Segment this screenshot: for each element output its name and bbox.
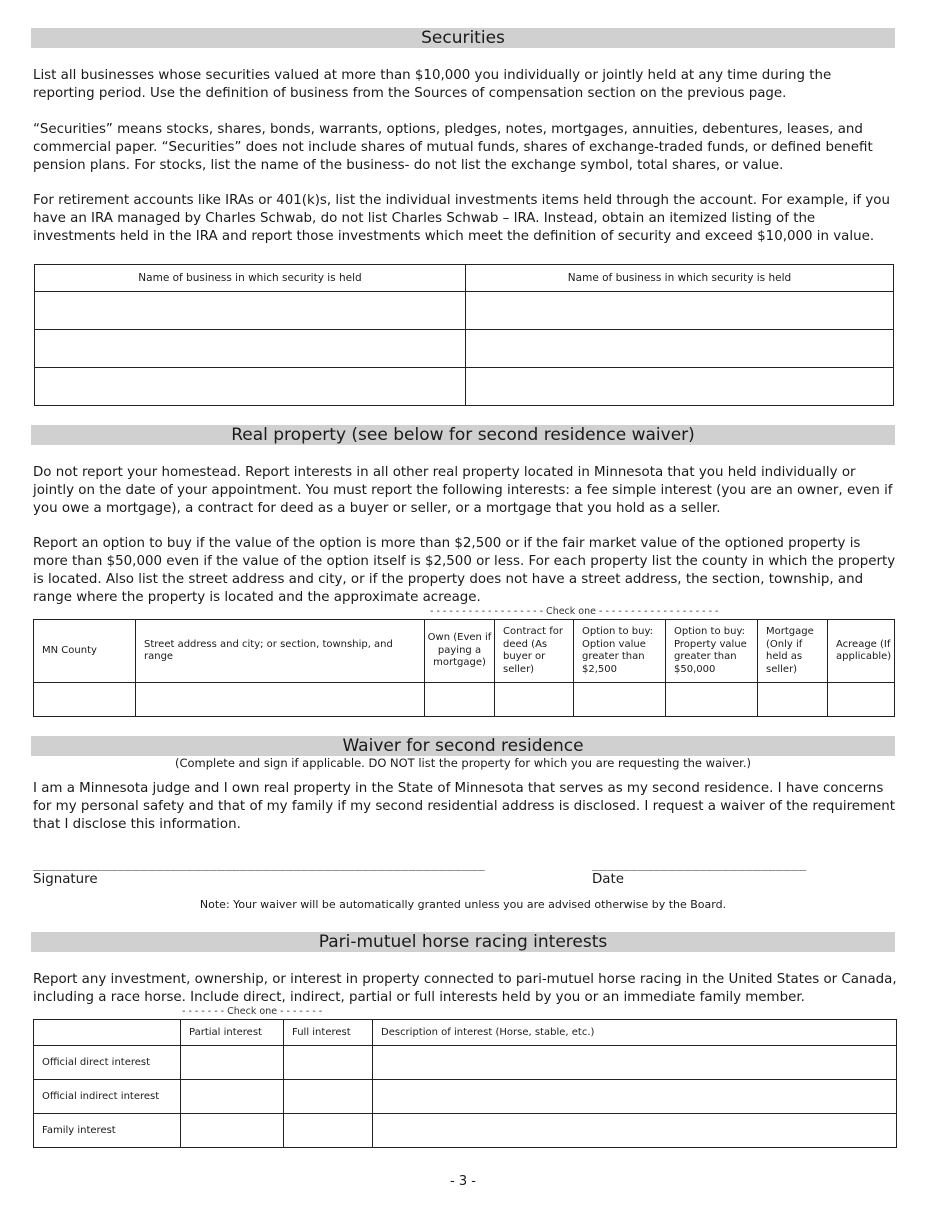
securities-entry-cell[interactable]	[35, 292, 466, 330]
horse-racing-entry-cell[interactable]	[181, 1046, 284, 1080]
real-property-entry-cell[interactable]	[828, 683, 895, 717]
real-property-heading: Real property (see below for second residence waiver)	[31, 425, 895, 445]
horse-racing-entry-cell[interactable]	[284, 1080, 373, 1114]
col-option-property-value: Option to buy: Property value greater than $50,000	[666, 620, 758, 683]
real-property-paragraph-1: Do not report your homestead. Report interests in all other real property located in Minnesota that you held individually or jointly on the date of your appointment. You must report the following interests: a fee simple interest (you are an owner, even if you owe a mortgage), a contract for deed as a buyer or seller, or a mortgage that you hold as a seller.	[33, 465, 893, 516]
horse-racing-entry-cell[interactable]	[373, 1080, 897, 1114]
securities-col-header-2: Name of business in which security is held	[466, 265, 894, 292]
col-street-address: Street address and city; or section, township, and range	[136, 620, 425, 683]
waiver-subheading: (Complete and sign if applicable. DO NOT list the property for which you are requesting the waiver.)	[174, 756, 752, 770]
real-property-entry-cell[interactable]	[574, 683, 666, 717]
row-family-interest: Family interest	[34, 1114, 181, 1148]
col-option-value: Option to buy: Option value greater than $2,500	[574, 620, 666, 683]
horse-racing-entry-cell[interactable]	[284, 1046, 373, 1080]
col-full-interest: Full interest	[284, 1020, 373, 1046]
horse-racing-entry-cell[interactable]	[373, 1114, 897, 1148]
real-property-table	[33, 619, 895, 717]
securities-entry-cell[interactable]	[35, 330, 466, 368]
col-mn-county: MN County	[34, 620, 136, 683]
row-official-direct-interest: Official direct interest	[34, 1046, 181, 1080]
horse-racing-entry-cell[interactable]	[373, 1046, 897, 1080]
real-property-paragraph-2: Report an option to buy if the value of the option is more than $2,500 or if the fair market value of the optioned property is more than $50,000 even if the value of the option itself is $2,500 or less. For each property list the county in which the property is located. Also list the street address and city, or if the property does not have a street address, the section, township, and range where the property is located and the approximate acreage.	[33, 536, 896, 605]
row-official-indirect-interest: Official indirect interest	[34, 1080, 181, 1114]
signature-line[interactable]: ___________________________________________________________	[33, 856, 485, 871]
col-contract-for-deed: Contract for deed (As buyer or seller)	[495, 620, 574, 683]
real-property-entry-cell[interactable]	[425, 683, 495, 717]
real-property-entry-cell[interactable]	[758, 683, 828, 717]
date-label: Date	[592, 872, 625, 887]
securities-col-header-1: Name of business in which security is held	[35, 265, 466, 292]
horse-racing-heading: Pari-mutuel horse racing interests	[31, 932, 895, 952]
real-property-check-one: - - - - - - - - - - - - - - - - - - Check one - - - - - - - - - - - - - - - - - - -	[430, 606, 719, 617]
securities-heading: Securities	[31, 28, 895, 48]
col-description-of-interest: Description of interest (Horse, stable, etc.)	[373, 1020, 897, 1046]
real-property-entry-cell[interactable]	[666, 683, 758, 717]
page-number: - 3 -	[450, 1174, 476, 1189]
horse-racing-entry-cell[interactable]	[181, 1080, 284, 1114]
securities-entry-cell[interactable]	[466, 292, 894, 330]
col-own: Own (Even if paying a mortgage)	[425, 620, 495, 683]
horse-racing-table	[33, 1019, 897, 1148]
waiver-body: I am a Minnesota judge and I own real property in the State of Minnesota that serves as my second residence. I have concerns for my personal safety and that of my family if my second residential address is disclosed. I request a waiver of the requirement that I disclose this information.	[33, 781, 896, 832]
col-partial-interest: Partial interest	[181, 1020, 284, 1046]
date-line[interactable]: ____________________________	[592, 856, 807, 871]
real-property-entry-cell[interactable]	[495, 683, 574, 717]
horse-racing-entry-cell[interactable]	[181, 1114, 284, 1148]
waiver-heading: Waiver for second residence	[31, 736, 895, 756]
horse-racing-check-one: - - - - - - - Check one - - - - - - -	[182, 1006, 323, 1017]
real-property-entry-cell[interactable]	[34, 683, 136, 717]
securities-paragraph-2: “Securities” means stocks, shares, bonds, warrants, options, pledges, notes, mortgages, annuities, debentures, leases, and commercial paper. “Securities” does not include shares of mutual funds, shares of exchange-traded funds, or defined benefit pension plans. For stocks, list the name of the business- do not list the exchange symbol, total shares, or value.	[33, 122, 873, 173]
signature-label: Signature	[33, 872, 98, 887]
horse-racing-header-blank	[34, 1020, 181, 1046]
real-property-entry-cell[interactable]	[136, 683, 425, 717]
securities-paragraph-1: List all businesses whose securities valued at more than $10,000 you individually or jointly held at any time during the reporting period. Use the definition of business from the Sources of compensation section on the previous page.	[33, 68, 832, 101]
horse-racing-body: Report any investment, ownership, or interest in property connected to pari-mutuel horse racing in the United States or Canada, including a race horse. Include direct, indirect, partial or full interests held by you or an immediate family member.	[33, 972, 897, 1005]
securities-entry-cell[interactable]	[466, 368, 894, 406]
securities-entry-cell[interactable]	[35, 368, 466, 406]
securities-entry-cell[interactable]	[466, 330, 894, 368]
horse-racing-entry-cell[interactable]	[284, 1114, 373, 1148]
col-mortgage: Mortgage (Only if held as seller)	[758, 620, 828, 683]
col-acreage: Acreage (If applicable)	[828, 620, 895, 683]
waiver-note: Note: Your waiver will be automatically granted unless you are advised otherwise by the Board.	[199, 898, 727, 911]
securities-table	[34, 264, 894, 406]
securities-paragraph-3: For retirement accounts like IRAs or 401(k)s, list the individual investments items held through the account. For example, if you have an IRA managed by Charles Schwab, do not list Charles Schwab – IRA. Instead, obtain an itemized listing of the investments held in the IRA and report those investments which meet the definition of security and exceed $10,000 in value.	[33, 193, 890, 244]
